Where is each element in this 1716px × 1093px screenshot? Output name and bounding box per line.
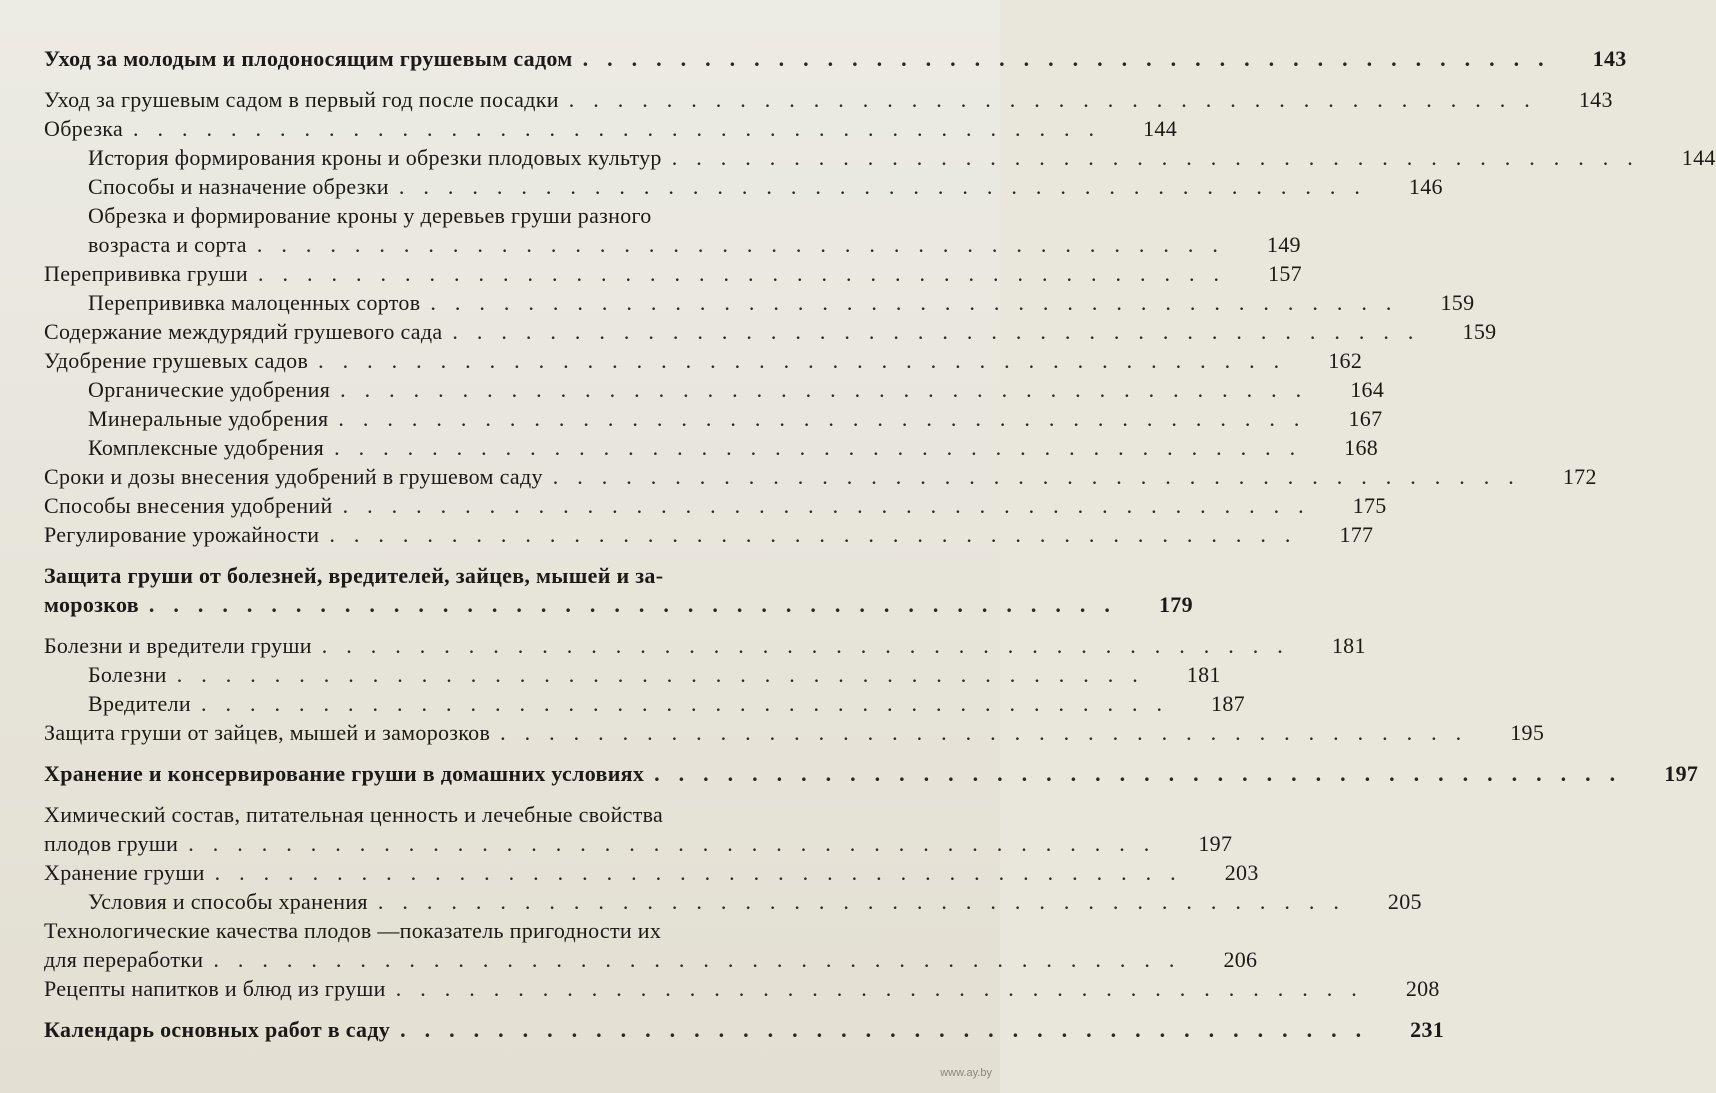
dot-leader: ........................................ — [430, 290, 1411, 315]
toc-entry — [44, 404, 1383, 433]
toc-entry-title: Хранение груши — [44, 860, 205, 885]
toc-page-number: 159 — [1462, 319, 1497, 344]
toc-entry — [44, 346, 1363, 375]
toc-entry — [44, 759, 1699, 788]
toc-entry-title: Минеральные удобрения — [88, 406, 329, 431]
toc-entry — [44, 491, 1387, 520]
toc-entry-title: Технологические качества плодов —показатель пригодности их — [44, 918, 662, 943]
toc-entry-title: Способы и назначение обрезки — [88, 174, 389, 199]
toc-entry — [44, 462, 1597, 491]
toc-entry — [44, 259, 1302, 288]
toc-entry-title: морозков — [44, 592, 139, 617]
toc-entry-title: для переработки — [44, 947, 204, 972]
toc-entry-title: История формирования кроны и обрезки плодовых культур — [88, 145, 662, 170]
toc-entry — [44, 1015, 1445, 1044]
toc-entry-title: Обрезка — [44, 116, 124, 141]
toc-entry-title: Защита груши от болезней, вредителей, зайцев, мышей и за- — [44, 563, 664, 588]
toc-entry-title: Условия и способы хранения — [88, 889, 368, 914]
toc-entry — [44, 520, 1374, 549]
dot-leader: ........................................ — [582, 46, 1563, 71]
toc-entry-title: Содержание междурядий грушевого сада — [44, 319, 443, 344]
toc-entry-title: Хранение и консервирование груши в домашних условиях — [44, 761, 645, 786]
dot-leader: ........................................ — [342, 493, 1323, 518]
toc-page-number: 143 — [1592, 46, 1627, 71]
dot-leader: ........................................ — [671, 145, 1652, 170]
dot-leader: ........................................ — [188, 831, 1169, 856]
toc-entry-title: Способы внесения удобрений — [44, 493, 333, 518]
toc-entry — [44, 288, 1475, 317]
toc-entry-title: Регулирование урожайности — [44, 522, 320, 547]
dot-leader: ........................................ — [256, 232, 1237, 257]
toc-entry — [44, 143, 1716, 172]
toc-page-number: 144 — [1681, 145, 1716, 170]
dot-leader: ........................................ — [452, 319, 1433, 344]
toc-page-number: 162 — [1328, 348, 1363, 373]
toc-page-number: 197 — [1664, 761, 1699, 786]
toc-entry-title: Обрезка и формирование кроны у деревьев груши разного — [88, 203, 652, 228]
dot-leader: ........................................ — [214, 860, 1195, 885]
toc-page-number: 159 — [1440, 290, 1475, 315]
toc-entry-title: Уход за грушевым садом в первый год после посадки — [44, 87, 559, 112]
toc-entry — [44, 916, 1258, 974]
toc-entry — [44, 375, 1385, 404]
toc-entry-title: Органические удобрения — [88, 377, 331, 402]
toc-entry — [44, 201, 1301, 259]
toc-page-number: 197 — [1198, 831, 1233, 856]
dot-leader: ........................................ — [654, 761, 1635, 786]
toc-entry-title: Перепрививка малоценных сортов — [88, 290, 421, 315]
toc-entry — [44, 800, 1233, 858]
toc-entry-title: Комплексные удобрения — [88, 435, 325, 460]
toc-entry — [44, 974, 1440, 1003]
toc-page-number: 177 — [1339, 522, 1374, 547]
dot-leader: ........................................ — [329, 522, 1310, 547]
toc-page-number: 175 — [1352, 493, 1387, 518]
toc-page-number: 167 — [1348, 406, 1383, 431]
toc-page-number: 143 — [1578, 87, 1613, 112]
toc-entry-title: Химический состав, питательная ценность и лечебные свойства — [44, 802, 664, 827]
dot-leader: ........................................ — [338, 406, 1319, 431]
toc-entry — [44, 561, 1193, 619]
toc-page-number: 149 — [1266, 232, 1301, 257]
toc-entry-title: плодов груши — [44, 831, 179, 856]
toc-page-number: 179 — [1158, 592, 1193, 617]
toc-page-number: 181 — [1186, 662, 1221, 687]
dot-leader: ........................................ — [200, 691, 1181, 716]
toc-page-number: 195 — [1510, 720, 1545, 745]
toc-page-number: 203 — [1224, 860, 1259, 885]
dot-leader: ........................................ — [568, 87, 1549, 112]
table-of-contents — [44, 44, 1716, 1044]
dot-leader: ........................................ — [400, 1017, 1381, 1042]
dot-leader: ........................................ — [148, 592, 1129, 617]
toc-entry — [44, 887, 1422, 916]
dot-leader: ........................................ — [213, 947, 1194, 972]
toc-page-number: 181 — [1331, 633, 1366, 658]
toc-page-number: 231 — [1410, 1017, 1445, 1042]
toc-entry-title: Сроки и дозы внесения удобрений в грушевом саду — [44, 464, 543, 489]
toc-page-number: 187 — [1211, 691, 1245, 716]
dot-leader: ........................................ — [133, 116, 1114, 141]
dot-leader: ........................................ — [552, 464, 1533, 489]
dot-leader: ........................................ — [398, 174, 1379, 199]
dot-leader: ........................................ — [257, 261, 1238, 286]
dot-leader: ........................................ — [334, 435, 1315, 460]
toc-page-number: 206 — [1223, 947, 1258, 972]
dot-leader: ........................................ — [377, 889, 1358, 914]
toc-page-number: 157 — [1268, 261, 1302, 286]
dot-leader: ........................................ — [176, 662, 1157, 687]
toc-entry-title: Уход за молодым и плодоносящим грушевым садом — [44, 46, 573, 71]
toc-entry-title: Перепрививка груши — [44, 261, 248, 286]
toc-entry-title: Вредители — [88, 691, 191, 716]
watermark: www.ay.by — [940, 1067, 992, 1079]
toc-entry — [44, 689, 1245, 718]
toc-page-number: 146 — [1408, 174, 1443, 199]
toc-entry — [44, 317, 1497, 346]
toc-page-number: 168 — [1344, 435, 1379, 460]
toc-entry-title: Календарь основных работ в саду — [44, 1017, 391, 1042]
dot-leader: ........................................ — [321, 633, 1302, 658]
toc-entry — [44, 172, 1443, 201]
toc-entry — [44, 85, 1613, 114]
dot-leader: ........................................ — [395, 976, 1376, 1001]
toc-page-number: 205 — [1387, 889, 1422, 914]
toc-entry — [44, 433, 1379, 462]
toc-entry-title: Болезни и вредители груши — [44, 633, 312, 658]
toc-page-number: 144 — [1143, 116, 1178, 141]
dot-leader: ........................................ — [318, 348, 1299, 373]
dot-leader: ........................................ — [340, 377, 1321, 402]
toc-entry-title: Удобрение грушевых садов — [44, 348, 309, 373]
toc-entry-title: возраста и сорта — [88, 232, 247, 257]
toc-entry — [44, 718, 1545, 747]
toc-entry-title: Рецепты напитков и блюд из груши — [44, 976, 386, 1001]
toc-entry-title: Болезни — [88, 662, 167, 687]
toc-entry — [44, 660, 1221, 689]
toc-entry — [44, 631, 1366, 660]
toc-page-number: 164 — [1350, 377, 1385, 402]
toc-page-number: 172 — [1562, 464, 1597, 489]
toc-entry — [44, 114, 1178, 143]
toc-entry — [44, 858, 1259, 887]
toc-page-number: 208 — [1405, 976, 1440, 1001]
toc-entry-title: Защита груши от зайцев, мышей и заморозков — [44, 720, 491, 745]
toc-entry — [44, 44, 1627, 73]
dot-leader: ........................................ — [500, 720, 1481, 745]
